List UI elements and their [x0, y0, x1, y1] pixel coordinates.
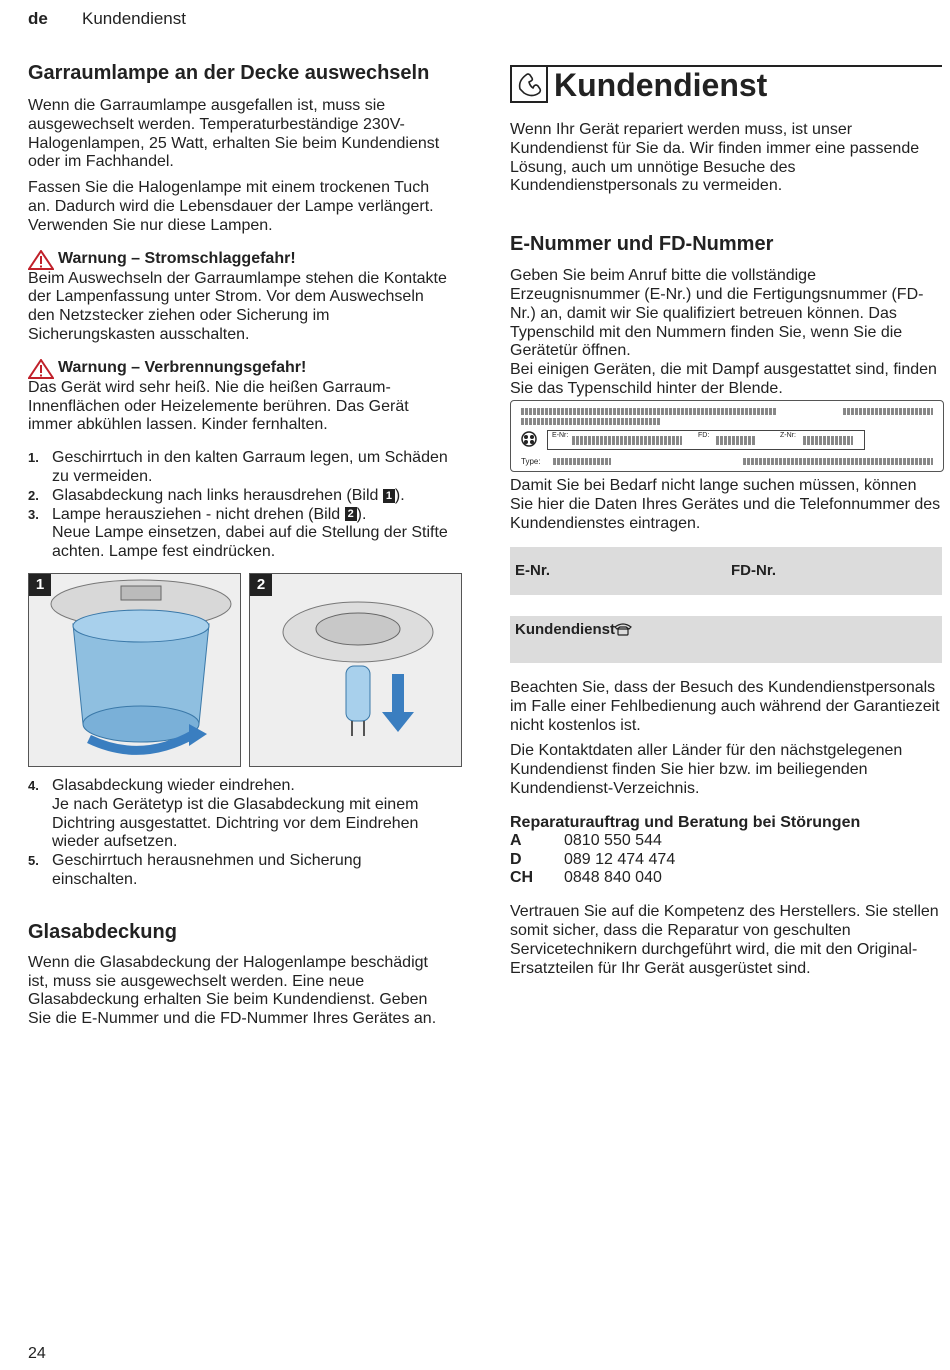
header-title: Kundendienst	[82, 9, 186, 28]
page-number: 24	[28, 1345, 46, 1362]
warranty-paragraph: Beachten Sie, dass der Besuch des Kundendienstpersonals im Falle einer Fehlbedienung auch während der Garantiezeit nicht kostenlos ist.	[510, 679, 940, 734]
contact-table	[510, 832, 942, 888]
figure-label: 1	[29, 574, 51, 596]
intro-paragraph: Wenn Ihr Gerät repariert werden muss, ist unser Kundendienst für Sie da. Wir finden immer eine passende Lösung, auch um unnötige Besuche des Kundendienstpersonals zu vermeiden.	[510, 121, 920, 195]
steps-list-b	[28, 777, 450, 890]
warning-icon	[28, 359, 54, 379]
figure-ref: 2	[345, 507, 357, 521]
contact-row: CH 0848 840 040	[510, 869, 662, 887]
language-code: de	[28, 9, 48, 28]
figure-label: 2	[250, 574, 272, 596]
fill-in-paragraph: Damit Sie bei Bedarf nicht lange suchen müssen, können Sie hier die Daten Ihres Gerätes und die Telefonnummer des Kundendienstes eintragen.	[510, 477, 941, 532]
service-contact-field[interactable]	[510, 616, 942, 663]
list-item: 4. Glasabdeckung wieder eindrehen. Je nach Gerätetyp ist die Glasabdeckung mit einem Dichtring ausgestattet. Dichtring vor dem Eindrehen wieder aufsetzen.	[28, 777, 419, 851]
contact-row: A 0810 550 544	[510, 831, 662, 849]
enr-paragraph-2: Bei einigen Geräten, die mit Dampf ausgestattet sind, finden Sie das Typenschild hinter der Blende.	[510, 361, 937, 397]
right-column-lower	[510, 679, 942, 978]
fdnr-field-label: FD-Nr.	[731, 562, 776, 579]
section-title-enr: E-Nummer und FD-Nummer	[510, 233, 774, 256]
left-column	[28, 62, 450, 562]
kundendienst-field-label: Kundendienst	[515, 621, 615, 638]
type-plate-illustration	[510, 400, 944, 472]
warning-icon	[28, 250, 54, 270]
kundendienst-heading	[510, 65, 942, 103]
glass-cover-paragraph: Wenn die Glasabdeckung der Halogenlampe beschädigt ist, muss sie ausgewechselt werden. Eine neue Glasabdeckung erhalten Sie beim Kundendienst. Geben Sie die E-Nummer und die FD-Nummer Ihres Gerätes an.	[28, 953, 437, 1028]
figure-1	[28, 573, 241, 767]
figure-2	[249, 573, 462, 767]
right-column	[510, 121, 942, 399]
appliance-number-fields[interactable]	[510, 547, 942, 595]
list-item: 3. Lampe herausziehen - nicht drehen (Bild 2 ). Neue Lampe einsetzen, dabei auf die Stellung der Stifte achten. Lampe fest eindrücken.	[28, 505, 448, 561]
warning-title: Warnung – Stromschlaggefahr!	[58, 250, 296, 268]
steps-list-a	[28, 449, 450, 562]
phone-icon	[514, 69, 544, 99]
repair-title: Reparaturauftrag und Beratung bei Störungen	[510, 813, 861, 831]
warning-electric-shock	[28, 250, 450, 345]
warning-text: Das Gerät wird sehr heiß. Nie die heißen Garraum-Innenflächen oder Heizelemente berühren. Das Gerät immer abkühlen lassen. Kinder fernhalten.	[28, 378, 409, 434]
right-column-mid	[510, 477, 942, 533]
warning-burn	[28, 359, 450, 435]
telephone-icon	[613, 622, 633, 636]
lamp-pull-out-illustration	[250, 574, 461, 766]
list-item: 2. Glasabdeckung nach links herausdrehen (Bild 1 ).	[28, 486, 405, 504]
phone-icon-box	[510, 67, 548, 103]
brand-logo-icon	[521, 431, 537, 447]
contact-row: D 089 12 474 474	[510, 850, 676, 868]
warning-title: Warnung – Verbrennungsgefahr!	[58, 359, 307, 377]
page-title: Kundendienst	[554, 67, 768, 103]
enr-field-label: E-Nr.	[515, 562, 551, 579]
glass-cover-unscrew-illustration	[29, 574, 240, 766]
lamp-paragraph-2: Fassen Sie die Halogenlampe mit einem trockenen Tuch an. Dadurch wird die Lebensdauer der Lampe verlängert. Verwenden Sie nur diese Lampen.	[28, 179, 434, 234]
enr-paragraph-1: Geben Sie beim Anruf bitte die vollständige Erzeugnisnummer (E-Nr.) und die Fertigungsnummer (FD-Nr.) an, damit wir Sie qualifiziert betreuen können. Das Typenschild mit den Nummern finden Sie, wenn Sie die Gerätetür öffnen.	[510, 267, 924, 360]
list-item: 5. Geschirrtuch herausnehmen und Sicherung einschalten.	[28, 852, 362, 888]
type-plate-number-box: E-Nr: FD: Z-Nr:	[547, 430, 865, 450]
type-label: Type:	[521, 457, 541, 466]
left-column-lower	[28, 777, 450, 1029]
list-item: 1. Geschirrtuch in den kalten Garraum legen, um Schäden zu vermeiden.	[28, 449, 448, 485]
section-title-lamp: Garraumlampe an der Decke auswechseln	[28, 62, 430, 84]
warning-text: Beim Auswechseln der Garraumlampe stehen die Kontakte der Lampenfassung unter Strom. Vor dem Auswechseln den Netzstecker ziehen oder Sicherung im Sicherungskasten ausschalten.	[28, 269, 447, 343]
figure-ref: 1	[383, 489, 395, 503]
manufacturer-paragraph: Vertrauen Sie auf die Kompetenz des Herstellers. Sie stellen somit sicher, dass die Reparatur von geschulten Servicetechnikern durchgeführt wird, die mit den Original-Ersatzteilen für Ihr Gerät ausgerüstet sind.	[510, 903, 939, 977]
lamp-paragraph-1: Wenn die Garraumlampe ausgefallen ist, muss sie ausgewechselt werden. Temperaturbeständige 230V-Halogenlampen, 25 Watt, erhalten Sie beim Kundendienst oder im Fachhandel.	[28, 97, 440, 171]
section-title-glass-cover: Glasabdeckung	[28, 920, 177, 943]
directory-paragraph: Die Kontaktdaten aller Länder für den nächstgelegenen Kundendienst finden Sie hier bzw. im beiliegenden Kundendienst-Verzeichnis.	[510, 742, 903, 797]
